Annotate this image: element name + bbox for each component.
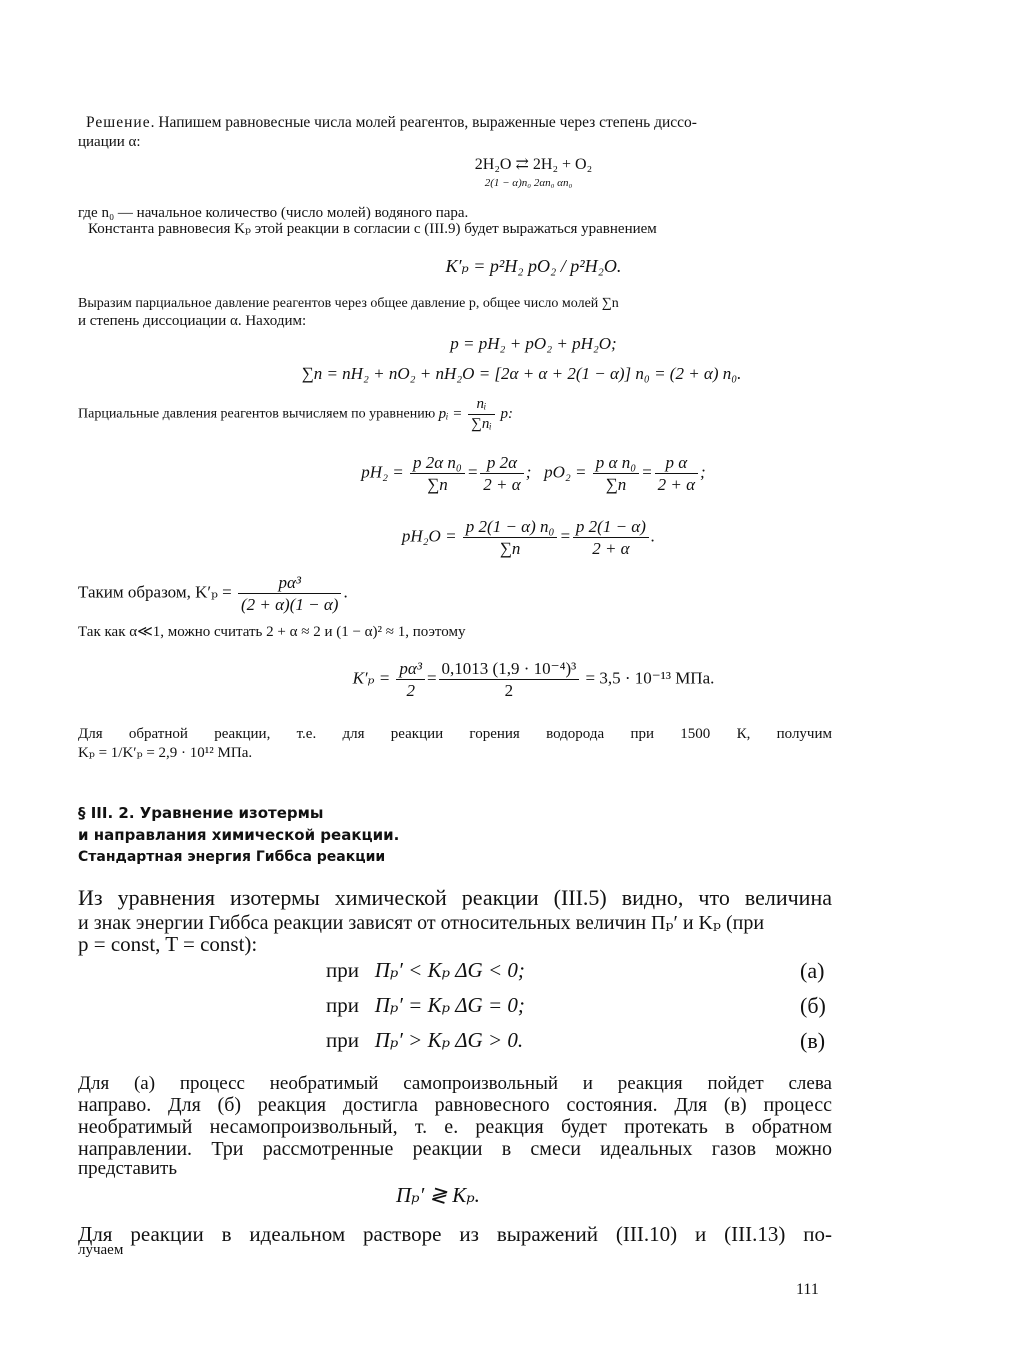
condition-b-word: при: [326, 993, 359, 1017]
condition-c-expr: Πₚ′ > Kₚ ΔG > 0.: [374, 1028, 524, 1052]
final-line-3: необратимый несамопроизвольный, т. е. реакция будет протекать в обратном: [78, 1116, 832, 1138]
reverse-line-1: Для обратной реакции, т.е. для реакции горения водорода при 1500 К, получим: [78, 726, 832, 742]
ph2-frac-2: [480, 452, 523, 496]
reaction-moles: 2(1 − α)n₀ 2αn₀ αn₀: [484, 177, 573, 189]
ph2o-frac-1: [463, 516, 558, 560]
po2-frac-1: [593, 452, 639, 496]
isotherm-line-2: и знак энергии Гиббса реакции зависят от относительных величин Πₚ′ и Kₚ (при: [78, 912, 765, 934]
condition-b-tag: (б): [800, 993, 826, 1018]
kp-value-num-1: pα³: [399, 659, 422, 678]
thus-end: .: [343, 582, 348, 602]
condition-b-expr: Πₚ′ = Kₚ ΔG = 0;: [374, 993, 525, 1017]
reaction-equation: 2H₂O ⇄ 2H₂ + O₂: [474, 156, 593, 173]
solution-line-1: [86, 114, 697, 131]
po2-den-2: 2 + α: [655, 473, 698, 495]
thus-equation: [78, 572, 348, 616]
final-line-2: направо. Для (б) реакция достигла равновесного состояния. Для (в) процесс: [78, 1094, 832, 1116]
pi-den: ∑nᵢ: [468, 414, 495, 434]
ph2-den-1: ∑n: [410, 473, 465, 495]
ph2o-den-1: ∑n: [463, 537, 558, 559]
ph2-num-2: p 2α: [486, 453, 518, 472]
final-line-1: Для (а) процесс необратимый самопроизвольный и реакция пойдет слева: [78, 1073, 832, 1094]
thus-den: (2 + α)(1 − α): [238, 593, 341, 615]
ph2o-frac-2: [573, 516, 649, 560]
solution-label: Решение: [86, 114, 151, 131]
kp-value-frac-1: [396, 658, 425, 702]
isotherm-line-1: Из уравнения изотермы химической реакции (III.5) видно, что величина: [78, 885, 832, 910]
thus-fraction: [238, 572, 341, 616]
isotherm-line-3: p = const, T = const):: [78, 932, 258, 956]
condition-c-word: при: [326, 1028, 359, 1052]
section-heading-3: Стандартная энергия Гиббса реакции: [78, 849, 386, 865]
para3: [78, 395, 513, 434]
pi-fraction: [468, 395, 495, 434]
kp-value-equation: K′ₚ = $\frac{\text{pα³}}{2}$ = $\frac{\text{0,1013 (1,9 · 10⁻⁴)³}}{2}$ = 3,5 · 10⁻¹³ МПа.: [352, 659, 715, 701]
po2-end: ;: [700, 462, 706, 482]
para3-text: Парциальные давления реагентов вычисляем по уравнению: [78, 406, 436, 422]
ph2o-equation: pH₂O = $\frac{\text{p 2(1 − α) n₀}}{\sum n}$ = $\frac{p 2(1 - \alpha)}{2 + \alpha}$ .: [401, 517, 656, 559]
kp-value-den-2: 2: [439, 679, 580, 701]
kp-value-lhs: K′ₚ =: [352, 668, 391, 688]
condition-a-word: при: [326, 958, 359, 982]
po2-den-1: ∑n: [593, 473, 639, 495]
final-line-5: представить: [78, 1158, 178, 1179]
solution-intro: . Напишем равновесные числа молей реагентов, выраженные через степень диссо-: [150, 114, 697, 131]
po2-num-2: p α: [665, 453, 688, 472]
last-line-2: лучаем: [78, 1242, 124, 1258]
moles-sum: ∑n = nH₂ + nO₂ + nH₂O = [2α + α + 2(1 − α)] n₀ = (2 + α) n₀.: [301, 364, 742, 383]
compare-expression: Πₚ′ ≷ Kₚ.: [396, 1183, 480, 1207]
ph2o-lhs: pH₂O =: [401, 526, 457, 546]
para2-line-1: Выразим парциальное давление реагентов через общее давление p, общее число молей ∑n: [78, 296, 619, 311]
pressure-sum: p = pH₂ + pO₂ + pH₂O;: [450, 334, 617, 353]
para1-line-1: где n₀ — начальное количество (число молей) водяного пара.: [78, 205, 469, 221]
kp-value-den-1: 2: [396, 679, 425, 701]
reverse-line-2: Kₚ = 1/K′ₚ = 2,9 · 10¹² МПа.: [78, 745, 253, 761]
para1-line-2: Константа равновесия Kₚ этой реакции в согласии с (III.9) будет выражаться уравнением: [88, 221, 657, 237]
ph2o-num-1: p 2(1 − α) n₀: [465, 517, 555, 536]
ph2o-num-2: p 2(1 − α): [575, 517, 646, 536]
para2-line-2: и степень диссоциации α. Находим:: [78, 313, 307, 329]
ph2-sep: ;: [525, 462, 532, 482]
ph2-po2-equation: pH₂ = $\frac{\text{p 2α n₀}}{\sum n}$ = $\frac{p 2\alpha}{2 + \alpha}$ ; pO₂ = $\frac{\text{p α n₀}}{\sum n}$ = $\frac{\text{p α}}{2 + \alpha}$ ;: [361, 453, 706, 495]
condition-a-expr: Πₚ′ < Kₚ ΔG < 0;: [374, 958, 525, 982]
condition-b: [326, 993, 525, 1018]
po2-frac-2: [655, 452, 698, 496]
thus-num: pα³: [278, 573, 301, 592]
condition-c-tag: (в): [800, 1028, 826, 1053]
pi-num: nᵢ: [476, 396, 487, 412]
thus-text: Таким образом, K′ₚ =: [78, 582, 232, 602]
pi-tail: p:: [500, 405, 513, 422]
last-line-1: Для реакции в идеальном растворе из выражений (III.10) и (III.13) по-: [78, 1222, 832, 1246]
condition-a: [326, 958, 525, 983]
since-line: Так как α≪1, можно считать 2 + α ≈ 2 и (1 − α)² ≈ 1, поэтому: [78, 624, 466, 640]
kp-value-frac-2: [439, 658, 580, 702]
ph2-lhs: pH₂ =: [361, 462, 404, 482]
condition-c: [326, 1028, 523, 1053]
page-number: 111: [796, 1281, 819, 1298]
kp-value-result: = 3,5 · 10⁻¹³ МПа.: [585, 668, 715, 688]
ph2-num-1: p 2α n₀: [412, 453, 462, 472]
solution-line-2: циации α:: [78, 134, 141, 150]
ph2-frac-1: [410, 452, 465, 496]
po2-lhs: pO₂ =: [544, 462, 587, 482]
ph2o-den-2: 2 + α: [573, 537, 649, 559]
section-heading-2: и направлания химической реакции.: [78, 826, 400, 844]
ph2-den-2: 2 + α: [480, 473, 523, 495]
po2-num-1: p α n₀: [595, 453, 637, 472]
pi-lhs: pᵢ =: [438, 405, 463, 422]
ph2o-end: .: [650, 526, 656, 546]
pi-equation: [438, 396, 513, 432]
section-heading-1: § III. 2. Уравнение изотермы: [78, 804, 324, 822]
condition-a-tag: (а): [800, 958, 825, 983]
kp-value-num-2: 0,1013 (1,9 · 10⁻⁴)³: [441, 659, 577, 678]
kp-equation: K′ₚ = p²H₂ pO₂ / p²H₂O.: [445, 256, 622, 276]
final-line-4: направлении. Три рассмотренные реакции в смеси идеальных газов можно: [78, 1138, 832, 1160]
